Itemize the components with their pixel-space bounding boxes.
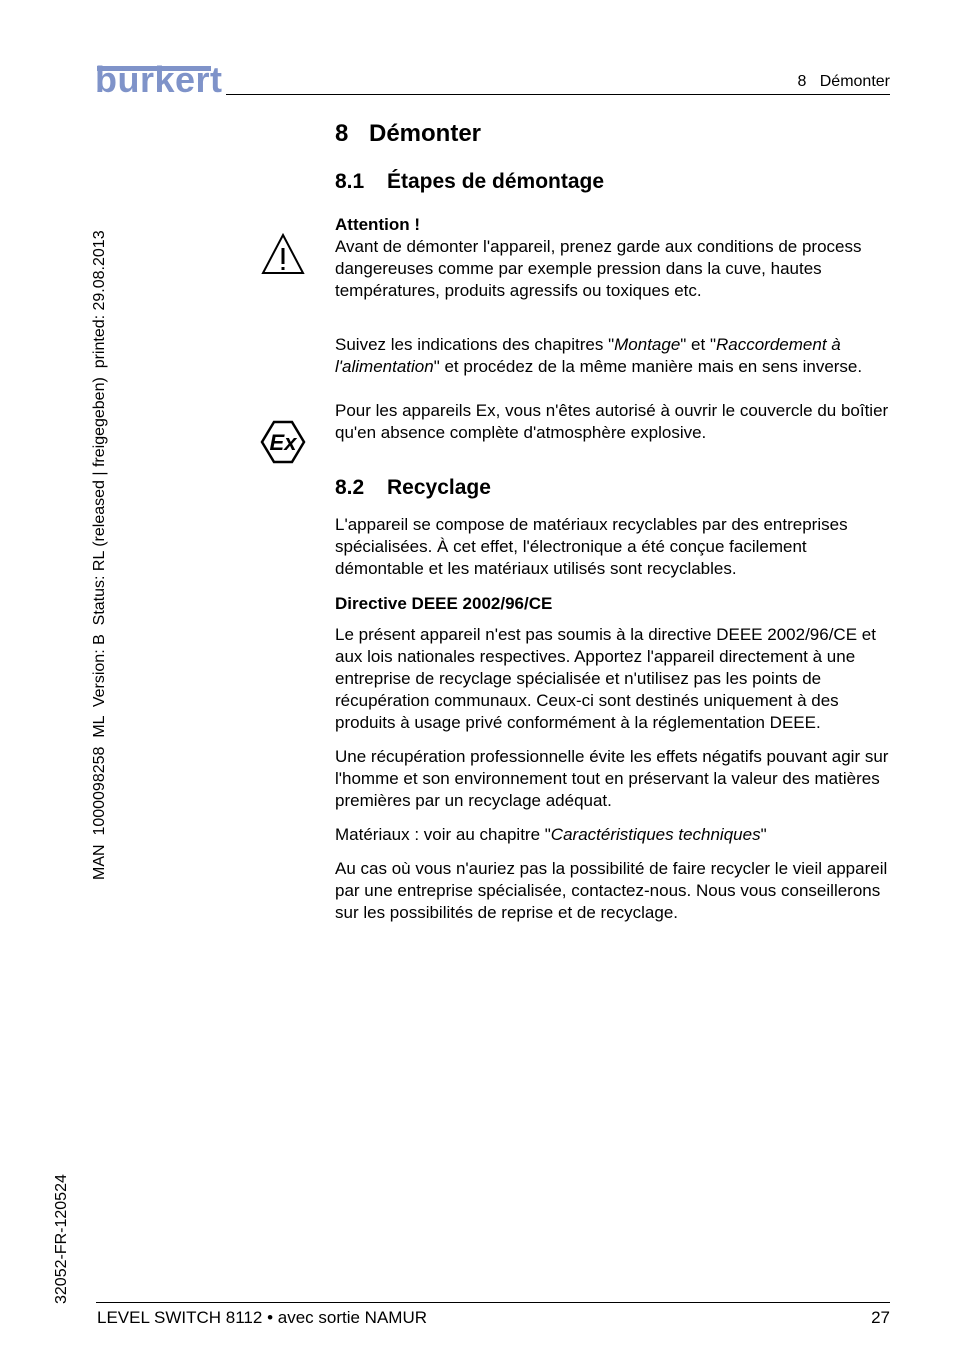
ex-protection-icon — [260, 420, 306, 469]
chapter-ref-raccordement: Raccordement à l'alimentation — [335, 335, 841, 376]
follow-instructions — [335, 334, 891, 378]
main-content — [335, 120, 891, 924]
attention-title: Attention ! — [335, 215, 420, 234]
section-8-title: Démonter — [369, 120, 482, 147]
section-82-heading — [335, 476, 891, 500]
recycling-paragraph-4 — [335, 824, 891, 846]
svg-text:Ex: Ex — [269, 430, 297, 455]
header-rule — [226, 94, 890, 95]
materials-post: " — [760, 825, 767, 844]
chapter-ref-montage: Montage — [614, 335, 681, 354]
section-82-title: Recyclage — [387, 476, 491, 499]
section-81-heading — [335, 170, 891, 194]
header-chapter: 8 Démonter — [797, 73, 890, 90]
page-number: 27 — [871, 1308, 890, 1327]
follow-post: " et procédez de la même manière mais en sens inverse. — [433, 357, 863, 376]
section-82-number: 8.2 — [335, 476, 365, 499]
materials-pre: Matériaux : voir au chapitre " — [335, 825, 551, 844]
section-8-number: 8 — [335, 120, 349, 147]
section-8-heading — [335, 120, 891, 148]
follow-mid: " et " — [680, 335, 716, 354]
warning-icon — [260, 232, 306, 281]
footer-rule — [96, 1302, 890, 1303]
side-meta: MAN 1000098258 ML Version: B Status: RL (released | freigegeben) printed: 29.08.2013 — [91, 230, 108, 880]
recycling-paragraph-5: Au cas où vous n'auriez pas la possibilité de faire recycler le vieil appareil par une entreprise spécialisée, contactez-nous. Nous vous conseillerons sur les possibilités de reprise et de recyclage. — [335, 859, 888, 922]
follow-pre: Suivez les indications des chapitres " — [335, 335, 615, 354]
recycling-paragraph-2: Le présent appareil n'est pas soumis à la directive DEEE 2002/96/CE et aux lois nationales respectives. Apportez l'appareil directement à une entreprise de recyclage spécialisée et n'utilisez pas les points de récupération communaux. Ceux-ci sont destinés uniquement à des produits à usage privé conformément à la réglementation DEEE. — [335, 625, 876, 732]
side-docnum: 32052-FR-120524 — [53, 1174, 70, 1304]
section-81-number: 8.1 — [335, 170, 365, 193]
attention-text: Avant de démonter l'appareil, prenez garde aux conditions de process dangereuses comme par exemple pression dans la cuve, hautes températures, produits agressifs ou toxiques etc. — [335, 237, 862, 300]
recycling-paragraph-1: L'appareil se compose de matériaux recyclables par des entreprises spécialisées. À cet effet, l'électronique a été conçue facilement démontable et les matériaux utilisés sont recyclables. — [335, 515, 848, 578]
chapter-ref-caracteristiques: Caractéristiques techniques — [550, 825, 761, 844]
burkert-logo: bürkert — [95, 59, 223, 100]
footer-product: LEVEL SWITCH 8112 • avec sortie NAMUR — [97, 1308, 427, 1327]
directive-title: Directive DEEE 2002/96/CE — [335, 594, 553, 613]
section-81-title: Étapes de démontage — [387, 170, 605, 193]
ex-text: Pour les appareils Ex, vous n'êtes autorisé à ouvrir le couvercle du boîtier qu'en absence complète d'atmosphère explosive. — [335, 401, 889, 442]
recycling-paragraph-3: Une récupération professionnelle évite les effets négatifs pouvant agir sur l'homme et son environnement tout en préservant la valeur des matières premières par un recyclage adéquat. — [335, 747, 889, 810]
